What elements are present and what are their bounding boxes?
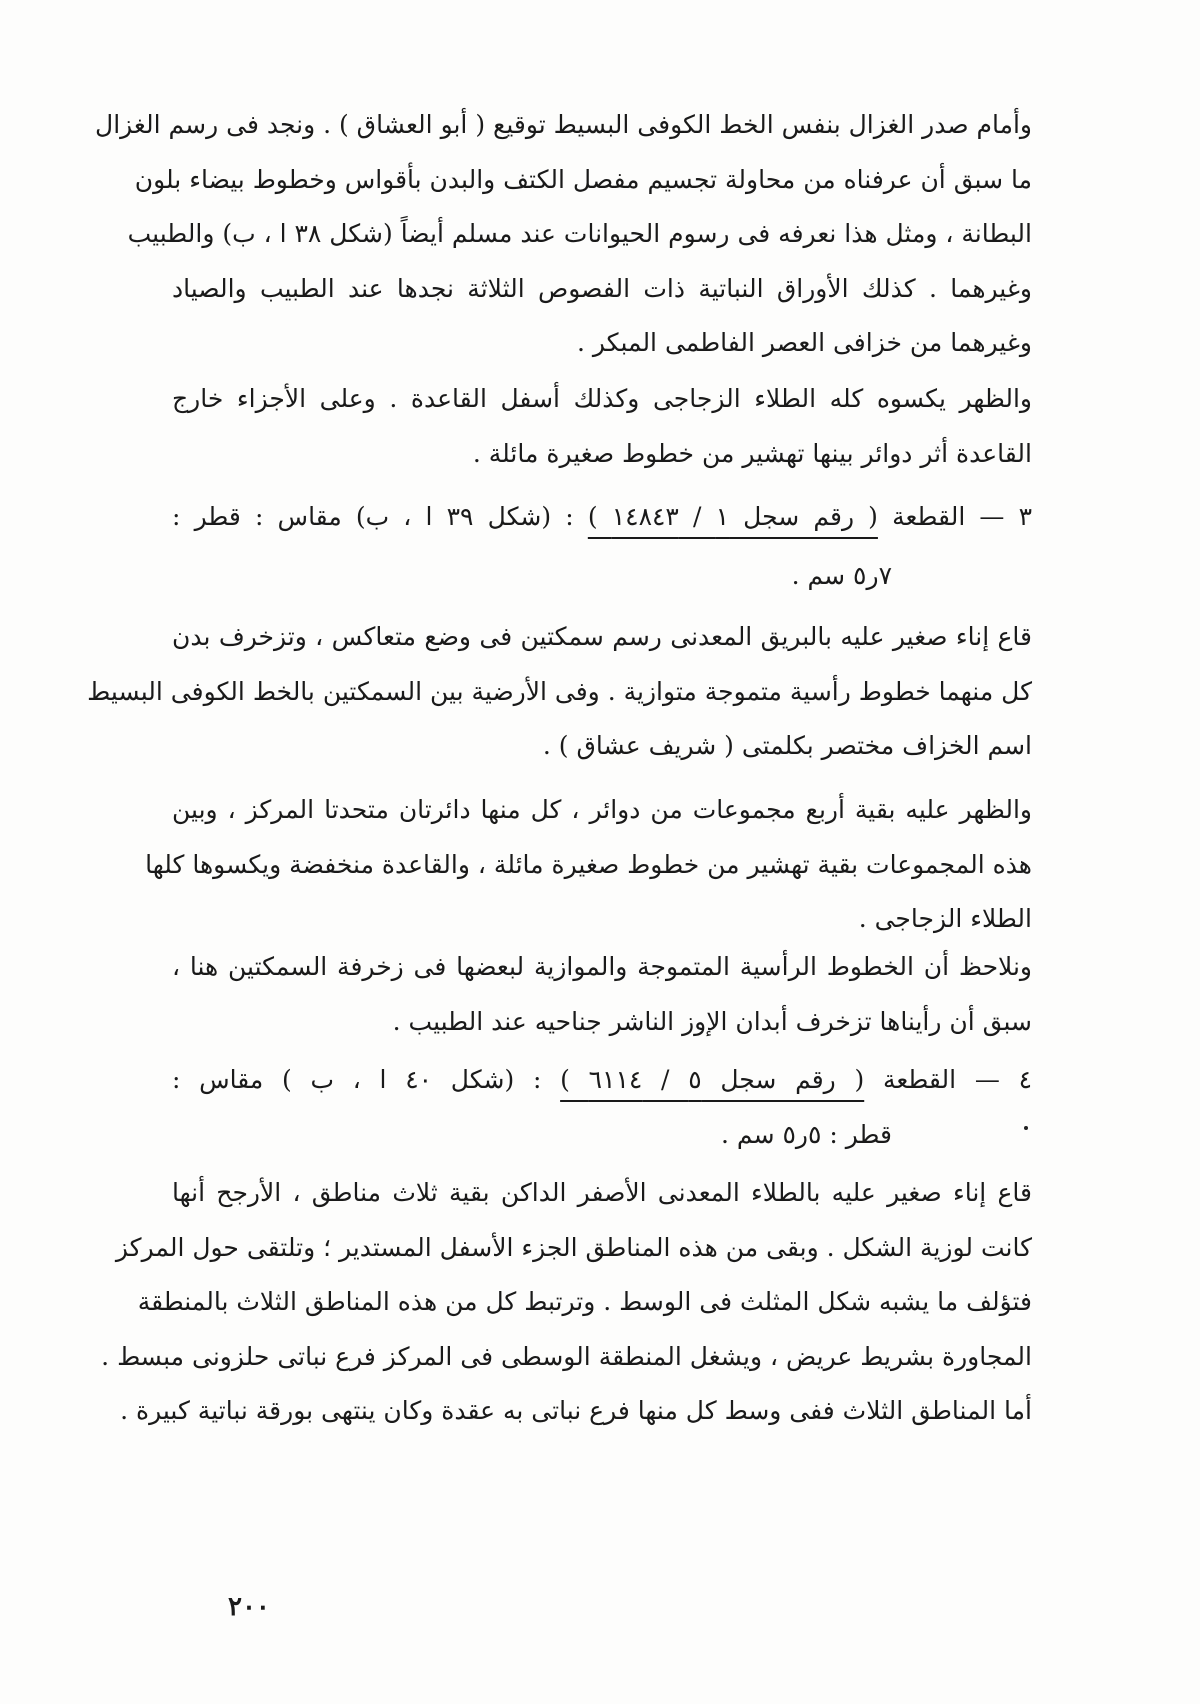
text-line: وغيرهما . كذلك الأوراق النباتية ذات الفصوص الثلاثة نجدها عند الطبيب والصياد — [172, 273, 1032, 303]
heading-suffix: : (شكل ٤٠ ا ، ب ) مقاس : — [172, 1065, 542, 1094]
heading-suffix: : (شكل ٣٩ ا ، ب) مقاس : قطر : — [172, 502, 574, 531]
text-line: فتؤلف ما يشبه شكل المثلث فى الوسط . وترتبط كل من هذه المناطق الثلاث بالمنطقة — [137, 1287, 1032, 1316]
paragraph-5 — [172, 940, 1032, 1049]
dimension-text: ٧ر٥ سم . — [791, 560, 892, 590]
text-line: كانت لوزية الشكل . وبقى من هذه المناطق الجزء الأسفل المستدير ؛ وتلتقى حول المركز — [115, 1232, 1032, 1262]
text-line: المجاورة بشريط عريض ، ويشغل المنطقة الوسطى فى المركز فرع نباتى حلزونى مبسط . — [101, 1341, 1032, 1371]
heading-line — [172, 1053, 1032, 1108]
paragraph-4 — [145, 783, 1032, 947]
text-line: قاع إناء صغير عليه بالطلاء المعدنى الأصفر الداكن بقية ثلاث مناطق ، الأرجح أنها — [172, 1178, 1032, 1207]
heading-continuation — [172, 549, 1032, 604]
scan-speck — [1024, 1126, 1028, 1130]
text-line: القاعدة أثر دوائر بينها تهشير من خطوط صغيرة مائلة . — [472, 438, 1032, 468]
heading-prefix: ٣ — القطعة — [892, 502, 1032, 531]
item-heading-3 — [172, 490, 1032, 603]
paragraph-3 — [87, 610, 1032, 774]
paragraph-1 — [95, 98, 1032, 371]
text-line: ونلاحظ أن الخطوط الرأسية المتموجة والموازية لبعضها فى زخرفة السمكتين هنا ، — [172, 952, 1032, 981]
heading-prefix: ٤ — القطعة — [882, 1065, 1032, 1094]
text-line: الطلاء الزجاجى . — [858, 904, 1032, 933]
heading-line — [172, 490, 1032, 545]
text-line: والظهر يكسوه كله الطلاء الزجاجى وكذلك أسفل القاعدة . وعلى الأجزاء خارج — [172, 384, 1032, 413]
paragraph-6 — [101, 1166, 1032, 1439]
page-number: ٢٠٠ — [228, 1592, 270, 1622]
paragraph-2 — [172, 372, 1032, 481]
dimension-text: قطر : ٥ر٥ سم . — [721, 1119, 892, 1149]
text-line: وغيرهما من خزافى العصر الفاطمى المبكر . — [576, 328, 1032, 357]
text-line: كل منهما خطوط رأسية متموجة متوازية . وفى الأرضية بين السمكتين بالخط الكوفى البسيط — [87, 676, 1032, 706]
text-line: هذه المجموعات بقية تهشير من خطوط صغيرة مائلة ، والقاعدة منخفضة ويكسوها كلها — [145, 849, 1032, 879]
register-number: ( رقم سجل ٥ / ٦١١٤ ) — [560, 1065, 865, 1094]
text-line: ما سبق أن عرفناه من محاولة تجسيم مفصل الكتف والبدن بأقواس وخطوط بيضاء بلون — [134, 164, 1032, 194]
text-line: البطانة ، ومثل هذا نعرفه فى رسوم الحيوانات عند مسلم أيضاً (شكل ٣٨ ا ، ب) والطبيب — [127, 219, 1032, 248]
text-line: اسم الخزاف مختصر بكلمتى ( شريف عشاق ) . — [542, 731, 1032, 760]
text-line: قاع إناء صغير عليه بالبريق المعدنى رسم سمكتين فى وضع متعاكس ، وتزخرف بدن — [172, 622, 1032, 651]
text-line: وأمام صدر الغزال بنفس الخط الكوفى البسيط توقيع ( أبو العشاق ) . ونجد فى رسم الغزال — [95, 110, 1032, 139]
text-line: والظهر عليه بقية أربع مجموعات من دوائر ، كل منها دائرتان متحدتا المركز ، وبين — [172, 795, 1032, 824]
heading-continuation — [172, 1108, 1032, 1163]
item-heading-4 — [172, 1053, 1032, 1162]
text-line: أما المناطق الثلاث ففى وسط كل منها فرع نباتى به عقدة وكان ينتهى بورقة نباتية كبيرة . — [120, 1396, 1032, 1425]
text-line: سبق أن رأيناها تزخرف أبدان الإوز الناشر جناحيه عند الطبيب . — [392, 1006, 1032, 1036]
register-number: ( رقم سجل ١ / ١٤٨٤٣ ) — [587, 502, 878, 531]
